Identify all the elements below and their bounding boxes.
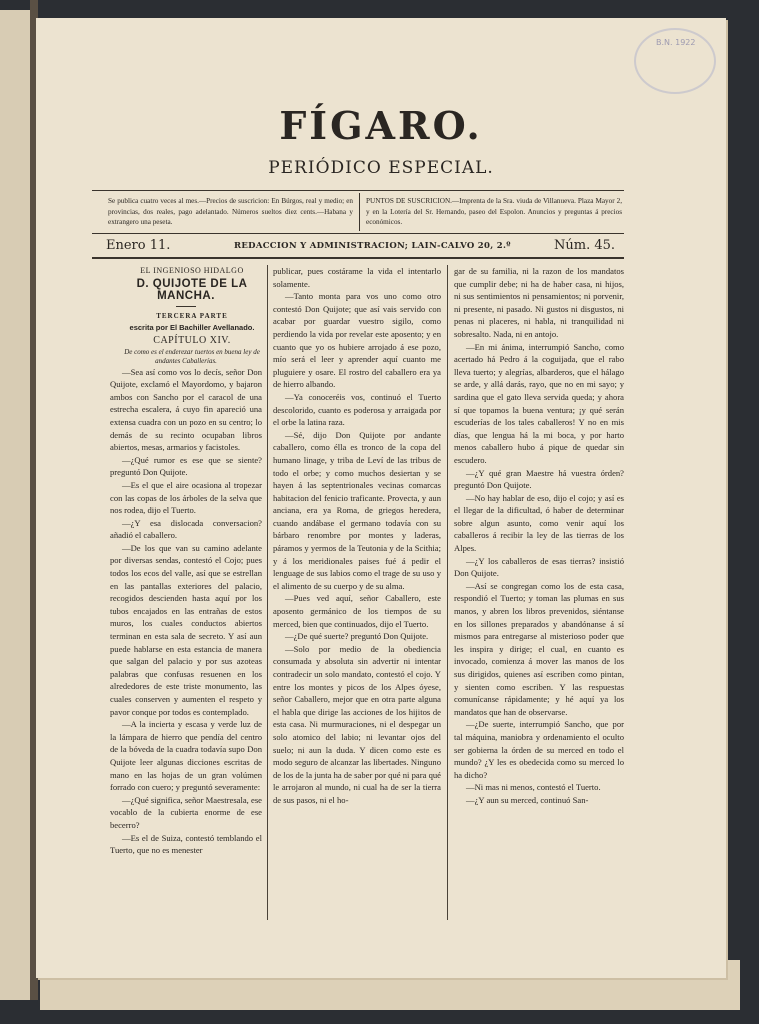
paragraph: —Es el de Suiza, contestó temblando el Tuerto, que no es menester xyxy=(110,832,262,856)
paragraph: —De los que van su camino adelante por diversas sendas, contestó el Cojo; pues todos los ecos del valle, así que se estrellan en las pantallas exteriores del palacio, recogidos descienden hasta aquí por los tubos encajados en las entrañas de estos muros, los cuales conductos abiertos terminan en esta sala de secreto. Y así aun puede hablarse en esta estancia de manera que salgan del palacio y por sus azoteas palabras que confusas resuenen en los alrededores de este triste monumento, las cuales conserven y aumenten el respeto y pavor conque por todos es contemplado. xyxy=(110,542,262,717)
paragraph: —¿De suerte, interrumpió Sancho, que por tal máquina, maniobra y ordenamiento el oculto ser gobierna la órden de su merced en todo el mundo? ¿Y les es obedecida como su merced lo ha dicho? xyxy=(454,719,624,780)
paragraph: —Sea así como vos lo decís, señor Don Quijote, exclamó el Mayordomo, y bajaron ambos con Sancho por el caracol de una estrecha escalera, á cuyo fin apareció una extensa cuadra con un pozo en su centro; lo demás de su recinto ocupaban libros abiertos, mesas, armarios y facistoles. xyxy=(110,366,262,453)
subscription-info: Se publica cuatro veces al mes.—Precios de suscricion: En Búrgos, real y medio; en provincias, dos reales, pago adelantado. Números sueltos diez cents.—Habana y extrangero una peseta. xyxy=(108,197,353,227)
paragraph: —Ya conoceréis vos, continuó el Tuerto descolorido, cuanto es poderosa y arraigada por el orbe la latina raza. xyxy=(273,391,441,428)
column-divider-2 xyxy=(447,265,448,920)
paragraph: —A la incierta y escasa y verde luz de la lámpara de hierro que pendía del centro de la bóveda de la cuadra todavía supo Don Quijote leer algunas dicciones escritas de mano en las hojas de un gran volúmen forrado con cuero; y preguntó severamente: xyxy=(110,719,262,793)
novel-author: escrita por El Bachiller Avellanado. xyxy=(129,323,255,333)
header-rule-bottom xyxy=(92,257,624,259)
underlying-page-edge xyxy=(0,10,30,1000)
masthead-subtitle: PERIÓDICO ESPECIAL. xyxy=(268,158,494,178)
paragraph: —Es el que el aire ocasiona al tropezar con las copas de los árboles de la selva que nos rodea, dijo el Tuerto. xyxy=(110,479,262,516)
chapter-heading: CAPÍTULO XIV. xyxy=(153,334,231,346)
subscription-points: PUNTOS DE SUSCRICION.—Imprenta de la Sra. viuda de Villanueva. Plaza Mayor 2, y en la Lotería del Sr. Hernando, paseo del Espolon. Anuncios y preguntas á precios económicos. xyxy=(366,197,622,227)
newspaper-page xyxy=(36,18,726,978)
paragraph: —Pues ved aquí, señor Caballero, este aposento germánico de los tiempos de su merced, bien que continuados, dijo el Tuerto. xyxy=(273,593,441,629)
header-rule-mid xyxy=(92,233,624,234)
novel-header xyxy=(110,265,262,366)
novel-part: TERCERA PARTE xyxy=(156,311,228,320)
novel-title: D. QUIJOTE DE LA MANCHA. xyxy=(136,277,248,303)
paragraph: —No hay hablar de eso, dijo el cojo; y así es el llegar de la dificultad, ó haber de determinar sobre algun asunto, como venir aquí los caballeros á recibir la ley de las tierras de los Alpes. xyxy=(454,492,624,554)
paragraph: —¿Y qué gran Maestre há vuestra órden? preguntó Don Quijote. xyxy=(454,467,624,491)
novel-series: EL INGENIOSO HIDALGO xyxy=(140,266,244,275)
header-rule-top xyxy=(92,190,624,191)
masthead-title: FÍGARO. xyxy=(279,103,483,148)
paragraph: —Tanto monta para vos uno como otro contestó Don Quijote; que así vais servido con acabar por guardar vuestro sigilo, como perdiendo la vida por revelar este aposento; y en cuanto que yo os hubiere arrojado á ese pozo, mío será el leer y aprender aquí cuanto me pluguiere y osare. El rostro del caballero era ya de hierro albando. xyxy=(273,291,441,390)
paragraph: —Ni mas ni menos, contestó el Tuerto. xyxy=(466,782,601,793)
paragraph: publicar, pues costárame la vida el intentarlo solamente. xyxy=(273,266,441,289)
paragraph: —¿De qué suerte? preguntó Don Quijote. xyxy=(285,631,429,642)
info-divider xyxy=(359,193,360,231)
chapter-summary: De como es el enderezar tuertos en buena ley de andantes Caballerías. xyxy=(124,347,260,365)
paragraph: —¿Qué rumor es ese que se siente? preguntó Don Quijote. xyxy=(110,454,262,478)
paragraph: —¿Y los caballeros de esas tierras? insistió Don Quijote. xyxy=(454,555,624,579)
library-stamp-text: B.N. 1922 xyxy=(656,38,696,47)
paragraph: —¿Qué significa, señor Maestresala, ese vocablo de la cubierta enorme de ese becerro? xyxy=(110,794,262,830)
paragraph: —Solo por medio de la obediencia consumada y absoluta sin advertir ni intentar contradecir un solo mandato, contestó el cojo. Y entre los montes y picos de los Alpes óyese, señor Caballero, mejor que en otra parte alguna el habla que dirige las acciones de los hijitos de esta casa. Ni murmuraciones, ni el despegar un solo atomico del labio; ni levantar ojos del suelo; ni aun la duda. Y dicen como este es modo seguro de alcanzar las libertades. Ninguno de los de la junta ha de saber por qué ni para qué le arrojaron al mundo, ni cual ha de ser la tierra de sus pasos, ni el ho- xyxy=(273,643,441,805)
text-column-3 xyxy=(454,265,624,807)
issue-date: Enero 11. xyxy=(106,238,171,253)
paragraph: —¿Y esa dislocada conversacion? añadió el caballero. xyxy=(110,517,262,541)
issue-number: Núm. 45. xyxy=(554,238,616,253)
paragraph: —Sé, dijo Don Quijote por andante caballero, como élla es tronco de la copa del humano linage, y triba de Leví de las tribus de todo el orbe; y como muchos desiertan y se hayen á las septentrionales vecinas comarcas habitacion del fenicio traficante. Provecta, y aun anciana, era ya Roma, de griegos heredera, cuando andábase el germano todavía con su bárbaro renombre por montes y laderas, páramos y yermos de la Teutonia y de la Scithia; y á los meridionales paises fué á pedir el lenguage de sus labios como el trage de su uso y el alimento de su cuerpo y de su alma. xyxy=(273,429,441,591)
paragraph: gar de su familia, ni la razon de los mandatos que cumplir debe; ni ha de haber casa, ni hijos, ni sus sentimientos ni pensamientos; ni porvenir, ni presente, ni pasado. Ni gustos ni disgustos, ni penas ni placeres, ni habla, ni tranquilidad ni sobresalto. Nada, ni en antojo. xyxy=(454,266,624,339)
paragraph: —¿Y aun su merced, continuó San- xyxy=(466,794,589,805)
text-column-1 xyxy=(110,265,262,857)
column-divider-1 xyxy=(267,265,268,920)
paragraph: —En mi ánima, interrumpió Sancho, como acertado há Pedro á la coguijada, que el rabo lleva tuerto; y alegrías, albarderos, que el hálago se arde, y allá darás, rayo, que no en mi sayo; y sardina que el gato lleva servida queda; y ahora sí que topamos la buena ventura; ¡y qué serán escuderías de los tales caballeros! Y no en mis días, que lengua há la mi boca, y por harto menos caballero hubo á pique de quedar sin escudero. xyxy=(454,341,624,465)
office-address: REDACCION Y ADMINISTRACION; LAIN-CALVO 20, 2.º xyxy=(234,241,511,251)
paragraph: —Así se congregan como los de esta casa, respondió el Tuerto; y toman las plumas en sus manos, y abren los libros prevenidos, siéntanse en los sillones preparados y abandónanse á sí mismos para entregarse al misterioso poder que les inspira y dirige; el cual, en cuanto es invocado, comienza á mover las manos de los sus dirigidos, quienes así escriben como pintan, y sienten como escriben. Y las respuestas comunícanse rápidamente; y hé aquí ya los mandatos que han de observarse. xyxy=(454,580,624,717)
text-column-2 xyxy=(273,265,441,807)
novel-title-rule xyxy=(176,306,196,307)
